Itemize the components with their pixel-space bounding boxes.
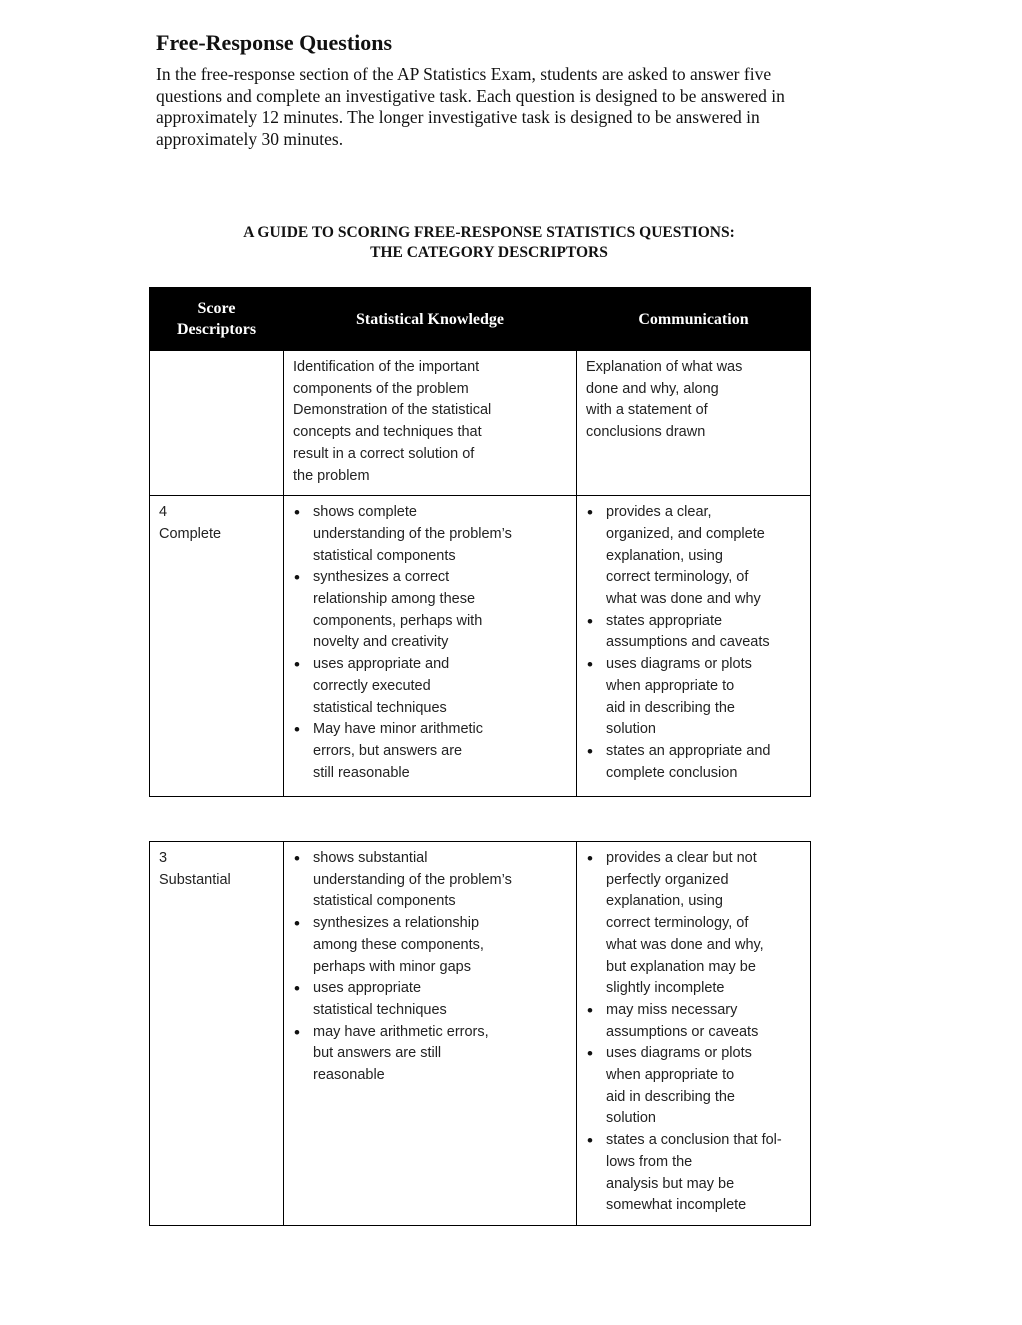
page-heading: Free-Response Questions: [156, 30, 393, 55]
intro-paragraph: In the free-response section of the AP Statistics Exam, students are asked to answer five questions and complete an investigative task. Each question is designed to be answered in approximately 12 minutes. The longer investigative task is designed to be answered in approximately 30 minutes.: [156, 64, 785, 150]
list-item: • uses appropriate statistical techniques: [293, 978, 568, 1021]
list-item: • states a conclusion that fol- lows from the analysis but may be somewhat incomplete: [586, 1130, 802, 1217]
list-item: • uses diagrams or plots when appropriate to aid in describing the solution: [586, 654, 802, 741]
descriptor-row: [150, 351, 811, 496]
list-item: • shows complete understanding of the problem’s statistical components: [293, 502, 568, 567]
header-row: [150, 288, 811, 351]
score-label: Substantial: [159, 871, 231, 888]
score-row-substantial: [150, 842, 811, 1226]
communication-list: [586, 848, 802, 1217]
descriptor-score-cell: [150, 351, 284, 496]
knowledge-list: [293, 848, 568, 1087]
knowledge-list: [293, 502, 568, 784]
list-item: • may have arithmetic errors, but answers are still reasonable: [293, 1022, 568, 1087]
communication-cell: [577, 842, 811, 1226]
guide-title: [149, 223, 829, 263]
list-item: • provides a clear but not perfectly organized explanation, using correct terminology, of what was done and why, but explanation may be slightly incomplete: [586, 848, 802, 1000]
descriptor-knowledge-cell: Identification of the important components of the problem Demonstration of the statistical concepts and techniques that result in a correct solution of the problem: [284, 351, 577, 496]
list-item: • uses appropriate and correctly executed statistical techniques: [293, 654, 568, 719]
guide-title-line-1: A GUIDE TO SCORING FREE-RESPONSE STATISTICS QUESTIONS:: [243, 224, 735, 241]
communication-cell: [577, 496, 811, 797]
rubric-table-part-1: [149, 287, 811, 797]
communication-list: [586, 502, 802, 784]
header-score-descriptors: Score Descriptors: [150, 288, 284, 351]
header-communication: Communication: [577, 288, 811, 351]
score-number: 4: [159, 504, 168, 521]
score-row-complete: [150, 496, 811, 797]
score-label: Complete: [159, 525, 222, 542]
descriptor-communication-cell: Explanation of what was done and why, along with a statement of conclusions drawn: [577, 351, 811, 496]
guide-title-line-2: THE CATEGORY DESCRIPTORS: [370, 244, 608, 261]
header-statistical-knowledge: Statistical Knowledge: [284, 288, 577, 351]
list-item: • synthesizes a relationship among these components, perhaps with minor gaps: [293, 913, 568, 978]
list-item: • provides a clear, organized, and complete explanation, using correct terminology, of what was done and why: [586, 502, 802, 611]
list-item: • uses diagrams or plots when appropriate to aid in describing the solution: [586, 1043, 802, 1130]
list-item: • synthesizes a correct relationship among these components, perhaps with novelty and creativity: [293, 567, 568, 654]
list-item: • states an appropriate and complete conclusion: [586, 741, 802, 784]
list-item: • shows substantial understanding of the problem’s statistical components: [293, 848, 568, 913]
knowledge-cell: [284, 496, 577, 797]
score-number: 3: [159, 850, 168, 866]
score-cell: [150, 842, 284, 1226]
list-item: • may miss necessary assumptions or caveats: [586, 1000, 802, 1043]
list-item: • states appropriate assumptions and caveats: [586, 611, 802, 654]
list-item: • May have minor arithmetic errors, but answers are still reasonable: [293, 719, 568, 784]
rubric-table-part-2: [149, 841, 811, 1226]
knowledge-cell: [284, 842, 577, 1226]
score-cell: [150, 496, 284, 797]
